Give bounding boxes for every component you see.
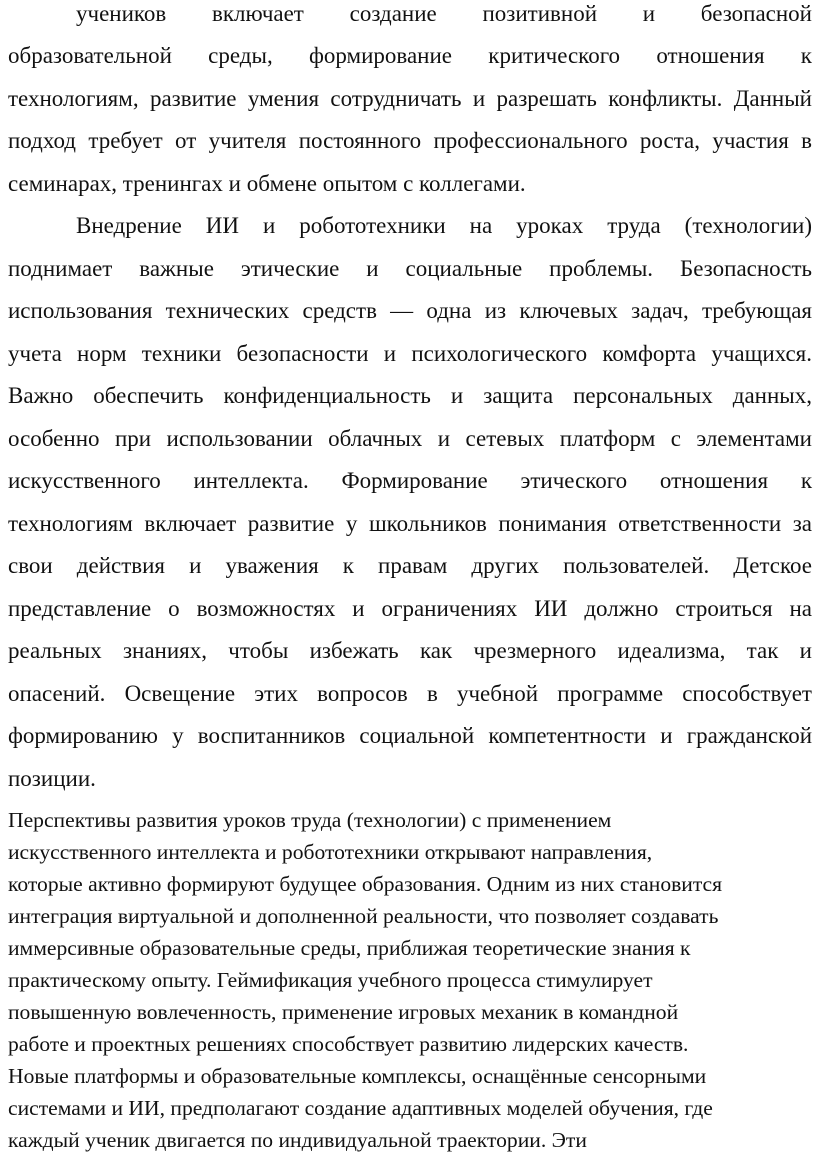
text-line: Важно обеспечить конфиденциальность и защита персональных данных,	[8, 383, 812, 408]
text-line: представление о возможностях и ограничениях ИИ должно строиться на	[8, 596, 812, 621]
text-line: искусственного интеллекта и робототехники открывают направления,	[8, 840, 653, 864]
text-line: свои действия и уважения к правам других пользователей. Детское	[8, 553, 812, 578]
text-line: системами и ИИ, предполагают создание адаптивных моделей обучения, где	[8, 1096, 713, 1120]
text-line: поднимает важные этические и социальные проблемы. Безопасность	[8, 256, 812, 281]
text-line: учета норм техники безопасности и психологического комфорта учащихся.	[8, 341, 812, 366]
text-line: технологиям включает развитие у школьников понимания ответственности за	[8, 511, 812, 536]
text-line: позиции.	[8, 766, 96, 791]
text-line: особенно при использовании облачных и сетевых платформ с элементами	[8, 426, 812, 451]
text-line: работе и проектных решениях способствует развитию лидерских качеств.	[8, 1032, 689, 1056]
text-line: использования технических средств — одна из ключевых задач, требующая	[8, 298, 812, 323]
text-line: практическому опыту. Геймификация учебного процесса стимулирует	[8, 968, 653, 992]
text-line: Перспективы развития уроков труда (технологии) с применением	[8, 808, 612, 832]
text-line: реальных знаниях, чтобы избежать как чрезмерного идеализма, так и	[8, 638, 812, 663]
text-line: каждый ученик двигается по индивидуальной траектории. Эти	[8, 1128, 587, 1152]
text-line: Новые платформы и образовательные комплексы, оснащённые сенсорными	[8, 1064, 707, 1088]
text-line: формированию у воспитанников социальной компетентности и гражданской	[8, 723, 812, 748]
text-line: Внедрение ИИ и робототехники на уроках труда (технологии)	[76, 213, 812, 238]
text-line: опасений. Освещение этих вопросов в учебной программе способствует	[8, 681, 812, 706]
text-line: которые активно формируют будущее образования. Одним из них становится	[8, 872, 723, 896]
text-line: искусственного интеллекта. Формирование этического отношения к	[8, 468, 812, 493]
text-line: учеников включает создание позитивной и безопасной	[76, 1, 812, 26]
text-line: повышенную вовлеченность, применение игровых механик в командной	[8, 1000, 679, 1024]
text-line: подход требует от учителя постоянного профессионального роста, участия в	[8, 128, 812, 153]
text-line: интеграция виртуальной и дополненной реальности, что позволяет создавать	[8, 904, 719, 928]
text-line: семинарах, тренингах и обмене опытом с коллегами.	[8, 171, 526, 196]
text-line: технологиям, развитие умения сотрудничать и разрешать конфликты. Данный	[8, 86, 812, 111]
text-line: иммерсивные образовательные среды, приближая теоретические знания к	[8, 936, 691, 960]
text-line: образовательной среды, формирование критического отношения к	[8, 43, 812, 68]
